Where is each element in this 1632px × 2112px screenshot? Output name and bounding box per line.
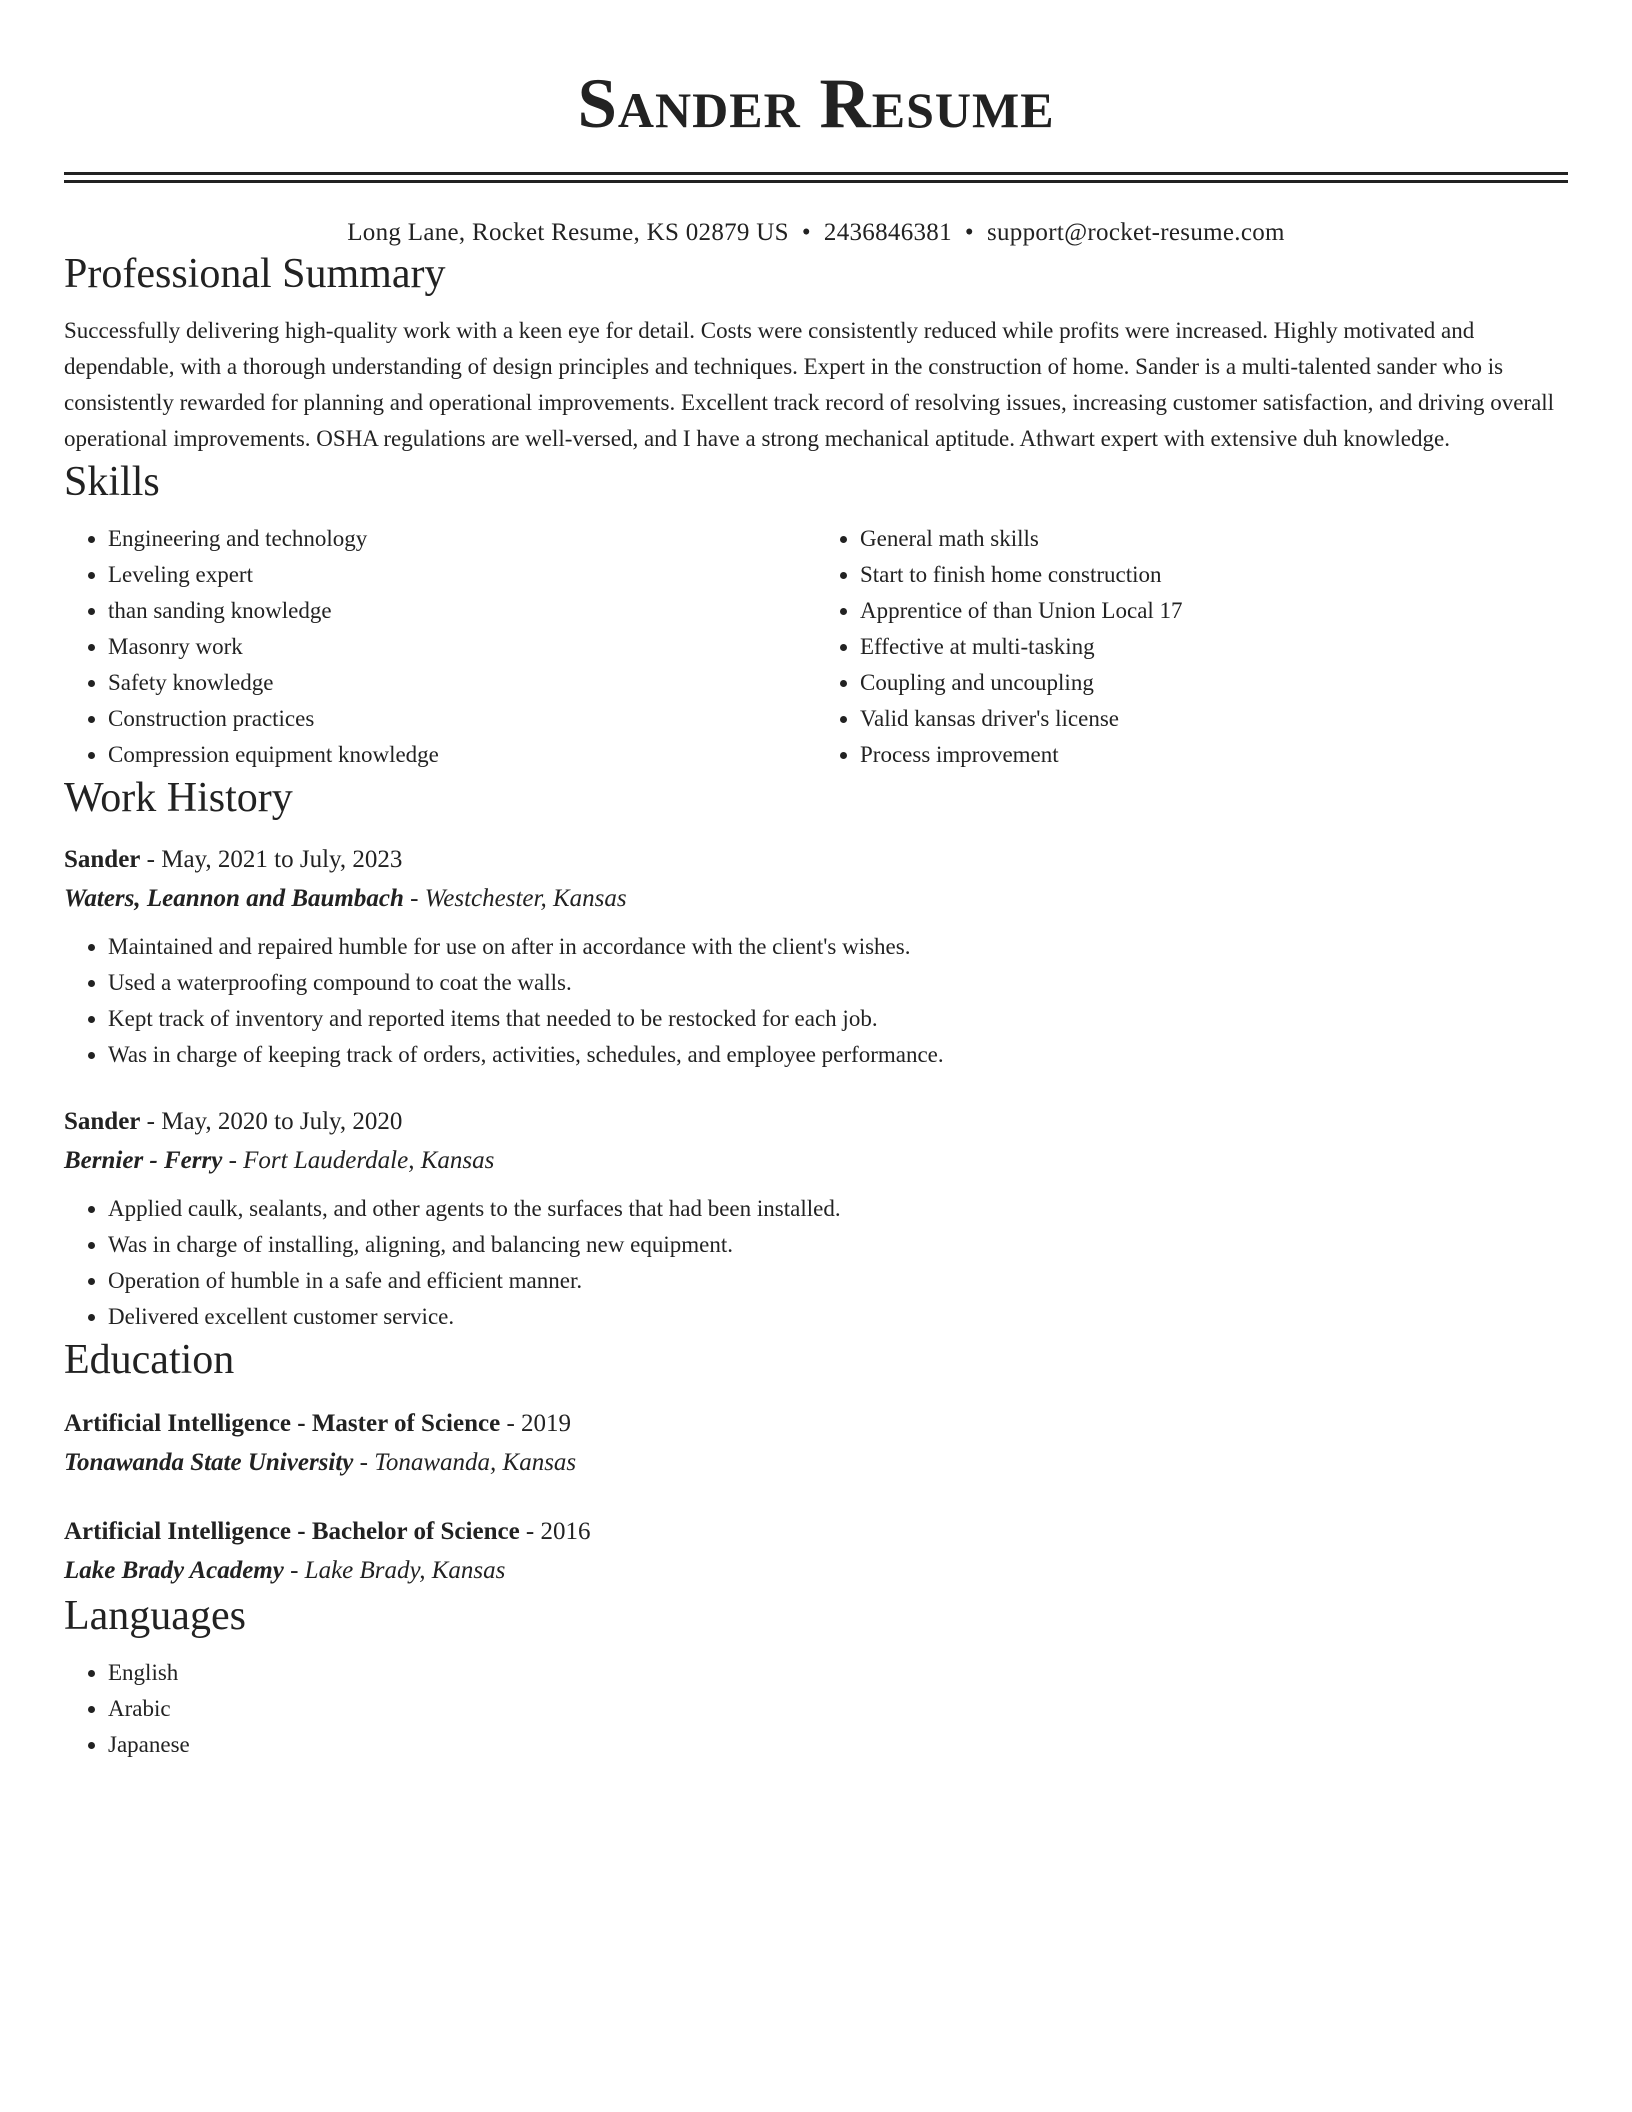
education-school-line bbox=[64, 1443, 1568, 1483]
skill-item: • Masonry work bbox=[108, 629, 816, 665]
language-item: • Arabic bbox=[108, 1691, 1568, 1727]
job-company: Bernier - Ferry bbox=[64, 1147, 223, 1174]
contact-phone: 2436846381 bbox=[823, 219, 952, 246]
job-employer-line bbox=[64, 879, 1568, 919]
education-location: - Lake Brady, Kansas bbox=[283, 1557, 506, 1584]
job-duties bbox=[64, 1191, 1568, 1335]
section-title-summary: Professional Summary bbox=[64, 251, 446, 297]
job-duty-item: • Was in charge of keeping track of orders, activities, schedules, and employee performance. bbox=[108, 1037, 1568, 1073]
education-degree-line bbox=[64, 1405, 1568, 1443]
skill-item: • Coupling and uncoupling bbox=[860, 665, 1568, 701]
section-title-education: Education bbox=[64, 1337, 235, 1383]
work-entry bbox=[64, 841, 1568, 1073]
skills-list-left bbox=[64, 521, 816, 773]
skill-item: • Process improvement bbox=[860, 737, 1568, 773]
skill-item: • Valid kansas driver's license bbox=[860, 701, 1568, 737]
skill-item: • than sanding knowledge bbox=[108, 593, 816, 629]
job-dates: - May, 2020 to July, 2020 bbox=[140, 1108, 403, 1135]
job-role: Sander bbox=[64, 1108, 141, 1135]
skill-item: • Effective at multi-tasking bbox=[860, 629, 1568, 665]
job-duty-item: • Kept track of inventory and reported items that needed to be restocked for each job. bbox=[108, 1001, 1568, 1037]
job-heading bbox=[64, 841, 1568, 879]
section-title-work-history: Work History bbox=[64, 775, 293, 821]
education-school: Tonawanda State University bbox=[64, 1449, 354, 1476]
job-duties bbox=[64, 929, 1568, 1073]
resume-name: Sander Resume bbox=[577, 65, 1055, 143]
skill-item: • Start to finish home construction bbox=[860, 557, 1568, 593]
education-location: - Tonawanda, Kansas bbox=[353, 1449, 577, 1476]
job-employer-line bbox=[64, 1141, 1568, 1181]
skill-item: • Safety knowledge bbox=[108, 665, 816, 701]
job-duty-item: • Used a waterproofing compound to coat the walls. bbox=[108, 965, 1568, 1001]
skill-item: • Compression equipment knowledge bbox=[108, 737, 816, 773]
job-role: Sander bbox=[64, 846, 141, 873]
job-duty-item: • Maintained and repaired humble for use on after in accordance with the client's wishes. bbox=[108, 929, 1568, 965]
skill-item: • Apprentice of than Union Local 17 bbox=[860, 593, 1568, 629]
languages-list bbox=[64, 1655, 1568, 1763]
job-duty-item: • Operation of humble in a safe and efficient manner. bbox=[108, 1263, 1568, 1299]
education-year: - 2019 bbox=[500, 1410, 572, 1437]
education-school-line bbox=[64, 1551, 1568, 1591]
job-company: Waters, Leannon and Baumbach bbox=[64, 885, 404, 912]
job-location: - Westchester, Kansas bbox=[403, 885, 627, 912]
education-year: - 2016 bbox=[519, 1518, 591, 1545]
header-double-rule bbox=[64, 172, 1568, 183]
education-degree: Artificial Intelligence - Master of Science bbox=[64, 1410, 501, 1437]
contact-separator: • bbox=[964, 219, 974, 246]
job-dates: - May, 2021 to July, 2023 bbox=[140, 846, 403, 873]
education-degree: Artificial Intelligence - Bachelor of Science bbox=[64, 1518, 520, 1545]
section-title-skills: Skills bbox=[64, 459, 160, 505]
job-duty-item: • Was in charge of installing, aligning, and balancing new equipment. bbox=[108, 1227, 1568, 1263]
contact-separator: • bbox=[801, 219, 811, 246]
job-location: - Fort Lauderdale, Kansas bbox=[222, 1147, 495, 1174]
education-entry bbox=[64, 1513, 1568, 1591]
contact-address: Long Lane, Rocket Resume, KS 02879 US bbox=[347, 219, 789, 246]
skill-item: • Leveling expert bbox=[108, 557, 816, 593]
contact-email: support@rocket-resume.com bbox=[986, 219, 1285, 246]
skills-columns bbox=[64, 521, 1568, 773]
contact-line bbox=[64, 217, 1568, 249]
summary-text: Successfully delivering high-quality work with a keen eye for detail. Costs were consistently reduced while profits were increased. Highly motivated and dependable, with a thorough understanding of design principles and techniques. Expert in the construction of home. Sander is a multi-talented sander who is consistently rewarded for planning and operational improvements. Excellent track record of resolving issues, increasing customer satisfaction, and driving overall operational improvements. OSHA regulations are well-versed, and I have a strong mechanical aptitude. Athwart expert with extensive duh knowledge. bbox=[64, 318, 1555, 451]
job-heading bbox=[64, 1103, 1568, 1141]
work-entry bbox=[64, 1103, 1568, 1335]
skill-item: • Construction practices bbox=[108, 701, 816, 737]
language-item: • English bbox=[108, 1655, 1568, 1691]
language-item: • Japanese bbox=[108, 1727, 1568, 1763]
skill-item: • Engineering and technology bbox=[108, 521, 816, 557]
education-school: Lake Brady Academy bbox=[64, 1557, 284, 1584]
education-entry bbox=[64, 1405, 1568, 1483]
skills-list-right bbox=[816, 521, 1568, 773]
section-title-languages: Languages bbox=[64, 1593, 246, 1639]
job-duty-item: • Delivered excellent customer service. bbox=[108, 1299, 1568, 1335]
job-duty-item: • Applied caulk, sealants, and other agents to the surfaces that had been installed. bbox=[108, 1191, 1568, 1227]
skill-item: • General math skills bbox=[860, 521, 1568, 557]
education-degree-line bbox=[64, 1513, 1568, 1551]
